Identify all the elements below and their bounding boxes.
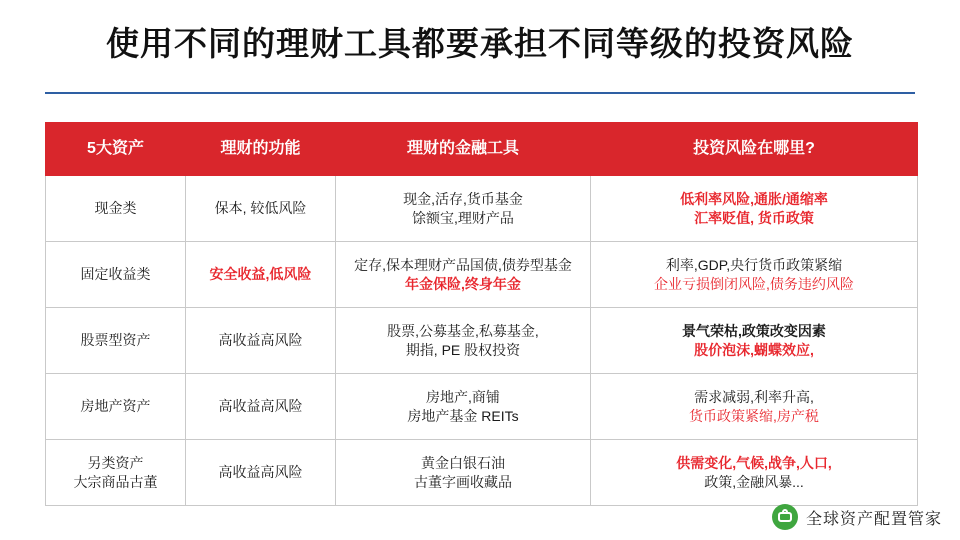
account-badge-label: 全球资产配置管家 <box>805 510 942 528</box>
risk-table <box>45 122 918 506</box>
cell-line: 另类资产 <box>87 454 144 471</box>
page-title: 使用不同的理财工具都要承担不同等级的投资风险 <box>106 25 854 62</box>
column-header-risk: 投资风险在哪里? <box>591 123 918 176</box>
cell-line: 利率,GDP,央行货币政策紧缩 <box>665 256 843 273</box>
title-divider <box>45 92 915 94</box>
table-header <box>46 123 918 176</box>
cell-line: 需求减弱,利率升高, <box>694 388 814 405</box>
cell-line: 景气荣枯,政策改变因素 <box>682 322 826 339</box>
cell-function <box>186 374 336 440</box>
table-row <box>46 374 918 440</box>
cell-line: 现金,活存,货币基金 <box>403 190 523 207</box>
cell-risk <box>591 374 918 440</box>
cell-risk <box>591 308 918 374</box>
column-header-asset: 5大资产 <box>46 123 186 176</box>
cell-function <box>186 176 336 242</box>
cell-line: 高收益高风险 <box>218 332 303 349</box>
cell-asset <box>46 440 186 506</box>
cell-risk <box>591 176 918 242</box>
cell-line: 高收益高风险 <box>218 398 303 415</box>
cell-line: 大宗商品古董 <box>73 473 158 490</box>
cell-function <box>186 242 336 308</box>
account-badge <box>772 504 942 530</box>
cell-line: 股票型资产 <box>80 332 151 349</box>
cell-asset <box>46 176 186 242</box>
cell-tools <box>336 374 591 440</box>
cell-line: 安全收益,低风险 <box>209 266 312 283</box>
cell-line: 低利率风险,通胀/通缩率 <box>680 190 828 207</box>
table-row <box>46 440 918 506</box>
risk-highlight: 供需变化,气候,战争,人口, <box>676 454 832 471</box>
cell-risk <box>591 440 918 506</box>
cell-asset <box>46 308 186 374</box>
cell-asset <box>46 242 186 308</box>
cell-line: 股票,公募基金,私募基金, <box>387 322 539 339</box>
cell-line: 房地产,商铺 <box>426 388 500 405</box>
cell-asset <box>46 374 186 440</box>
cell-line: 房地产资产 <box>80 398 151 415</box>
column-header-tools: 理财的金融工具 <box>336 123 591 176</box>
cell-tools <box>336 176 591 242</box>
cell-line: 黄金白银石油 <box>421 454 505 471</box>
cell-function <box>186 308 336 374</box>
cell-line: 货币政策紧缩,房产税 <box>689 407 819 424</box>
cell-line: 固定收益类 <box>80 266 151 283</box>
cell-line: 保本, 较低风险 <box>214 200 307 217</box>
column-header-function: 理财的功能 <box>186 123 336 176</box>
table-row <box>46 242 918 308</box>
cell-line <box>597 454 911 473</box>
table-row <box>46 308 918 374</box>
cell-tools <box>336 440 591 506</box>
cell-line: 股价泡沫,蝴蝶效应, <box>694 341 814 358</box>
cell-line: 政策,金融风暴... <box>704 473 804 490</box>
cell-line: 房地产基金 REITs <box>407 407 519 424</box>
cell-tools <box>336 242 591 308</box>
cell-line: 定存,保本理财产品国债,债券型基金 <box>354 256 572 273</box>
cell-line: 高收益高风险 <box>218 464 303 481</box>
cell-line: 汇率贬值, 货币政策 <box>694 209 814 226</box>
cell-line: 现金类 <box>94 200 137 217</box>
risk-table-container <box>45 122 917 506</box>
table-header-row <box>46 123 918 176</box>
cell-line: 馀额宝,理财产品 <box>412 209 514 226</box>
table-row <box>46 176 918 242</box>
cell-function <box>186 440 336 506</box>
cell-line: 期指, PE 股权投资 <box>405 341 521 358</box>
table-body <box>46 176 918 506</box>
cell-tools <box>336 308 591 374</box>
cell-risk <box>591 242 918 308</box>
cell-line: 企业亏损倒闭风险,债务违约风险 <box>654 275 854 292</box>
cell-line: 年金保险,终身年金 <box>405 275 521 292</box>
cell-line: 古董字画收藏品 <box>414 473 512 490</box>
wechat-account-icon <box>772 504 798 530</box>
